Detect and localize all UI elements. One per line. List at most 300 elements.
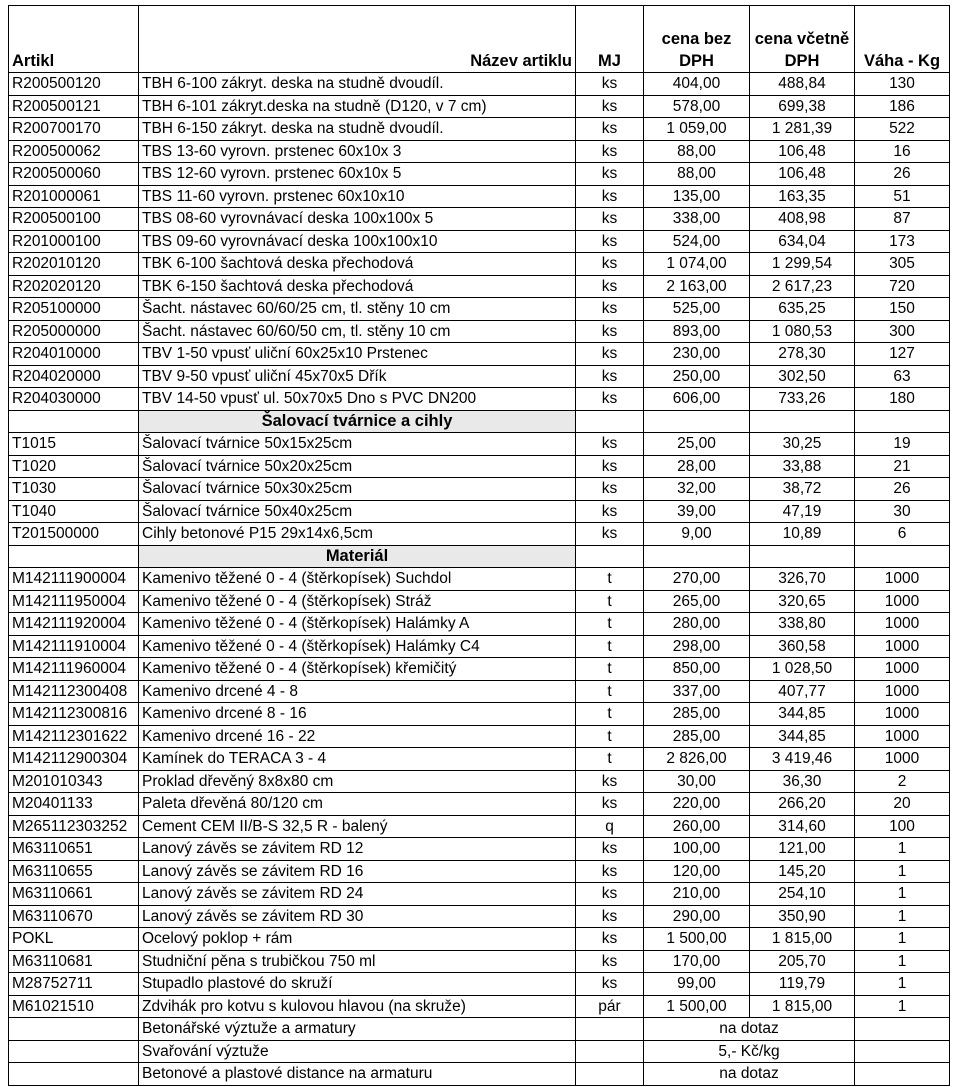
cell-cena-bez: 39,00 (644, 500, 750, 523)
cell-artikl: R201000100 (9, 230, 139, 253)
cell-vaha: 1000 (855, 635, 950, 658)
cell-cena-bez: 170,00 (644, 950, 750, 973)
cell-nazev: Kamenivo těžené 0 - 4 (štěrkopísek) Halámky C4 (139, 635, 576, 658)
cell-cena-bez: 270,00 (644, 568, 750, 591)
cell-cena-vc: 1 815,00 (750, 995, 855, 1018)
cell-mj: ks (576, 973, 644, 996)
cell-artikl: R200500120 (9, 73, 139, 96)
cell-nazev: TBV 9-50 vpusť uliční 45x70x5 Dřík (139, 365, 576, 388)
cell-mj: ks (576, 793, 644, 816)
section-blank-cell (750, 410, 855, 433)
cell-artikl: R201000061 (9, 185, 139, 208)
cell-mj: ks (576, 343, 644, 366)
cell-mj: ks (576, 455, 644, 478)
table-row (9, 478, 950, 501)
cell-nazev: Paleta dřevěná 80/120 cm (139, 793, 576, 816)
cell-vaha: 1 (855, 905, 950, 928)
price-list-table (8, 5, 950, 1086)
cell-vaha: 26 (855, 478, 950, 501)
cell-artikl: M63110651 (9, 838, 139, 861)
cell-artikl: M142111920004 (9, 613, 139, 636)
table-row (9, 73, 950, 96)
note-nazev: Svařování výztuže (139, 1040, 576, 1063)
cell-vaha: 1000 (855, 680, 950, 703)
cell-mj: t (576, 680, 644, 703)
table-row (9, 388, 950, 411)
cell-mj: ks (576, 928, 644, 951)
cell-mj: ks (576, 500, 644, 523)
table-row (9, 770, 950, 793)
cell-cena-vc: 1 815,00 (750, 928, 855, 951)
header-nazev: Název artiklu (139, 6, 576, 73)
table-row (9, 455, 950, 478)
cell-cena-bez: 524,00 (644, 230, 750, 253)
cell-nazev: TBK 6-150 šachtová deska přechodová (139, 275, 576, 298)
cell-artikl (9, 1018, 139, 1041)
cell-artikl: R205000000 (9, 320, 139, 343)
cell-cena-vc: 266,20 (750, 793, 855, 816)
cell-cena-vc: 360,58 (750, 635, 855, 658)
cell-vaha: 26 (855, 163, 950, 186)
table-row (9, 995, 950, 1018)
cell-artikl: R200700170 (9, 118, 139, 141)
cell-nazev: Šalovací tvárnice 50x30x25cm (139, 478, 576, 501)
cell-nazev: Lanový závěs se závitem RD 12 (139, 838, 576, 861)
cell-mj: ks (576, 230, 644, 253)
cell-cena-vc: 350,90 (750, 905, 855, 928)
table-row (9, 298, 950, 321)
cell-vaha: 2 (855, 770, 950, 793)
cell-cena-bez: 1 500,00 (644, 995, 750, 1018)
cell-cena-bez: 135,00 (644, 185, 750, 208)
cell-artikl: R202010120 (9, 253, 139, 276)
table-row (9, 590, 950, 613)
cell-vaha: 1000 (855, 703, 950, 726)
cell-cena-vc: 1 299,54 (750, 253, 855, 276)
cell-artikl: M142112300408 (9, 680, 139, 703)
cell-artikl: R200500062 (9, 140, 139, 163)
cell-vaha: 1 (855, 950, 950, 973)
table-row (9, 703, 950, 726)
cell-nazev: Kamenivo těžené 0 - 4 (štěrkopísek) křemičitý (139, 658, 576, 681)
cell-artikl: M142112301622 (9, 725, 139, 748)
table-row (9, 748, 950, 771)
table-row (9, 973, 950, 996)
note-price: na dotaz (644, 1063, 855, 1086)
cell-cena-vc: 1 281,39 (750, 118, 855, 141)
cell-artikl: M63110681 (9, 950, 139, 973)
cell-mj: q (576, 815, 644, 838)
cell-mj: ks (576, 73, 644, 96)
table-row (9, 275, 950, 298)
cell-nazev: Šalovací tvárnice 50x15x25cm (139, 433, 576, 456)
cell-cena-bez: 893,00 (644, 320, 750, 343)
section-blank-cell (750, 545, 855, 568)
note-row (9, 1063, 950, 1086)
cell-mj: t (576, 613, 644, 636)
note-nazev: Betonářské výztuže a armatury (139, 1018, 576, 1041)
cell-cena-vc: 145,20 (750, 860, 855, 883)
table-row (9, 928, 950, 951)
note-price: na dotaz (644, 1018, 855, 1041)
cell-vaha (855, 1018, 950, 1041)
cell-mj: ks (576, 478, 644, 501)
table-row (9, 635, 950, 658)
cell-mj: ks (576, 838, 644, 861)
cell-vaha: 1 (855, 928, 950, 951)
cell-vaha: 186 (855, 95, 950, 118)
cell-mj: ks (576, 950, 644, 973)
cell-nazev: Kamenivo drcené 4 - 8 (139, 680, 576, 703)
table-row (9, 950, 950, 973)
cell-cena-vc: 278,30 (750, 343, 855, 366)
cell-cena-bez: 100,00 (644, 838, 750, 861)
cell-cena-bez: 338,00 (644, 208, 750, 231)
cell-cena-bez: 1 059,00 (644, 118, 750, 141)
cell-artikl (9, 1063, 139, 1086)
cell-cena-vc: 314,60 (750, 815, 855, 838)
cell-cena-vc: 344,85 (750, 725, 855, 748)
cell-vaha (855, 1063, 950, 1086)
cell-mj: t (576, 590, 644, 613)
cell-cena-vc: 344,85 (750, 703, 855, 726)
cell-vaha: 180 (855, 388, 950, 411)
cell-cena-vc: 407,77 (750, 680, 855, 703)
cell-mj: ks (576, 253, 644, 276)
cell-vaha: 6 (855, 523, 950, 546)
table-row (9, 883, 950, 906)
note-nazev: Betonové a plastové distance na armaturu (139, 1063, 576, 1086)
cell-vaha: 1000 (855, 613, 950, 636)
cell-cena-bez: 250,00 (644, 365, 750, 388)
table-row (9, 793, 950, 816)
cell-vaha: 1000 (855, 748, 950, 771)
cell-vaha: 173 (855, 230, 950, 253)
cell-cena-bez: 2 163,00 (644, 275, 750, 298)
cell-vaha: 1 (855, 838, 950, 861)
header-mj: MJ (576, 6, 644, 73)
cell-artikl: M63110655 (9, 860, 139, 883)
cell-nazev: Cihly betonové P15 29x14x6,5cm (139, 523, 576, 546)
cell-artikl: M142112300816 (9, 703, 139, 726)
cell-vaha: 300 (855, 320, 950, 343)
cell-mj: t (576, 748, 644, 771)
note-row (9, 1018, 950, 1041)
cell-vaha: 305 (855, 253, 950, 276)
cell-artikl: M63110661 (9, 883, 139, 906)
cell-mj: ks (576, 365, 644, 388)
table-row (9, 613, 950, 636)
cell-cena-vc: 106,48 (750, 140, 855, 163)
cell-cena-vc: 302,50 (750, 365, 855, 388)
section-blank-cell (644, 410, 750, 433)
section-header-row (9, 410, 950, 433)
cell-vaha: 522 (855, 118, 950, 141)
cell-vaha: 1 (855, 995, 950, 1018)
cell-cena-vc: 106,48 (750, 163, 855, 186)
cell-artikl: R205100000 (9, 298, 139, 321)
table-row (9, 118, 950, 141)
cell-cena-vc: 634,04 (750, 230, 855, 253)
cell-cena-bez: 88,00 (644, 140, 750, 163)
cell-vaha: 1000 (855, 590, 950, 613)
cell-nazev: Šacht. nástavec 60/60/25 cm, tl. stěny 10 cm (139, 298, 576, 321)
cell-mj: ks (576, 208, 644, 231)
cell-cena-bez: 120,00 (644, 860, 750, 883)
cell-nazev: Kamenivo těžené 0 - 4 (štěrkopísek) Halámky A (139, 613, 576, 636)
cell-vaha: 63 (855, 365, 950, 388)
cell-cena-vc: 30,25 (750, 433, 855, 456)
cell-cena-vc: 3 419,46 (750, 748, 855, 771)
note-row (9, 1040, 950, 1063)
cell-artikl: M142111960004 (9, 658, 139, 681)
header-artikl: Artikl (9, 6, 139, 73)
cell-nazev: Cement CEM II/B-S 32,5 R - balený (139, 815, 576, 838)
cell-artikl: R204010000 (9, 343, 139, 366)
cell-artikl: T201500000 (9, 523, 139, 546)
cell-nazev: TBS 08-60 vyrovnávací deska 100x100x 5 (139, 208, 576, 231)
table-row (9, 680, 950, 703)
cell-cena-vc: 2 617,23 (750, 275, 855, 298)
cell-cena-bez: 99,00 (644, 973, 750, 996)
cell-artikl: M142112900304 (9, 748, 139, 771)
table-row (9, 185, 950, 208)
cell-artikl: R200500121 (9, 95, 139, 118)
cell-vaha: 130 (855, 73, 950, 96)
table-row (9, 433, 950, 456)
cell-cena-bez: 578,00 (644, 95, 750, 118)
cell-cena-vc: 205,70 (750, 950, 855, 973)
cell-artikl: T1030 (9, 478, 139, 501)
cell-nazev: Lanový závěs se závitem RD 16 (139, 860, 576, 883)
cell-artikl: M201010343 (9, 770, 139, 793)
cell-cena-vc: 1 080,53 (750, 320, 855, 343)
cell-nazev: Šacht. nástavec 60/60/50 cm, tl. stěny 10 cm (139, 320, 576, 343)
cell-nazev: Lanový závěs se závitem RD 24 (139, 883, 576, 906)
cell-vaha: 19 (855, 433, 950, 456)
cell-cena-vc: 119,79 (750, 973, 855, 996)
cell-mj: ks (576, 185, 644, 208)
cell-nazev: Kamenivo těžené 0 - 4 (štěrkopísek) Stráž (139, 590, 576, 613)
cell-nazev: Stupadlo plastové do skruží (139, 973, 576, 996)
cell-artikl: M63110670 (9, 905, 139, 928)
header-vaha: Váha - Kg (855, 6, 950, 73)
cell-mj: ks (576, 433, 644, 456)
cell-vaha: 16 (855, 140, 950, 163)
cell-cena-vc: 10,89 (750, 523, 855, 546)
cell-artikl: R204030000 (9, 388, 139, 411)
cell-cena-vc: 326,70 (750, 568, 855, 591)
cell-nazev: Kamínek do TERACA 3 - 4 (139, 748, 576, 771)
cell-mj: ks (576, 298, 644, 321)
cell-cena-vc: 338,80 (750, 613, 855, 636)
cell-mj (576, 1018, 644, 1041)
cell-nazev: Studniční pěna s trubičkou 750 ml (139, 950, 576, 973)
section-blank-cell (644, 545, 750, 568)
price-list-body (9, 73, 950, 1086)
cell-nazev: Ocelový poklop + rám (139, 928, 576, 951)
cell-mj: ks (576, 883, 644, 906)
cell-mj (576, 1040, 644, 1063)
cell-mj: t (576, 635, 644, 658)
cell-vaha: 1000 (855, 658, 950, 681)
cell-nazev: Zdvihák pro kotvu s kulovou hlavou (na skruže) (139, 995, 576, 1018)
cell-vaha: 51 (855, 185, 950, 208)
cell-cena-bez: 290,00 (644, 905, 750, 928)
cell-cena-vc: 163,35 (750, 185, 855, 208)
cell-mj: ks (576, 95, 644, 118)
cell-artikl: M265112303252 (9, 815, 139, 838)
section-title: Materiál (139, 545, 576, 568)
cell-vaha: 1 (855, 883, 950, 906)
cell-vaha: 21 (855, 455, 950, 478)
cell-artikl: M142111900004 (9, 568, 139, 591)
cell-cena-bez: 265,00 (644, 590, 750, 613)
cell-artikl: R200500100 (9, 208, 139, 231)
cell-artikl: M20401133 (9, 793, 139, 816)
cell-vaha: 720 (855, 275, 950, 298)
cell-cena-bez: 280,00 (644, 613, 750, 636)
cell-cena-bez: 850,00 (644, 658, 750, 681)
cell-nazev: Lanový závěs se závitem RD 30 (139, 905, 576, 928)
cell-artikl: R200500060 (9, 163, 139, 186)
cell-nazev: Šalovací tvárnice 50x20x25cm (139, 455, 576, 478)
cell-cena-vc: 1 028,50 (750, 658, 855, 681)
cell-artikl: M28752711 (9, 973, 139, 996)
table-row (9, 725, 950, 748)
cell-cena-vc: 38,72 (750, 478, 855, 501)
table-row (9, 95, 950, 118)
cell-cena-bez: 1 074,00 (644, 253, 750, 276)
cell-cena-vc: 47,19 (750, 500, 855, 523)
table-row (9, 905, 950, 928)
cell-artikl: M142111950004 (9, 590, 139, 613)
section-blank-cell (576, 545, 644, 568)
cell-mj: ks (576, 388, 644, 411)
cell-cena-bez: 88,00 (644, 163, 750, 186)
table-row (9, 815, 950, 838)
cell-cena-vc: 33,88 (750, 455, 855, 478)
cell-mj: ks (576, 140, 644, 163)
table-row (9, 523, 950, 546)
cell-mj: pár (576, 995, 644, 1018)
cell-vaha: 20 (855, 793, 950, 816)
cell-cena-vc: 408,98 (750, 208, 855, 231)
table-row (9, 365, 950, 388)
section-blank-cell (855, 410, 950, 433)
cell-mj: ks (576, 523, 644, 546)
cell-cena-vc: 635,25 (750, 298, 855, 321)
cell-mj: ks (576, 163, 644, 186)
cell-nazev: TBS 12-60 vyrovn. prstenec 60x10x 5 (139, 163, 576, 186)
cell-cena-bez: 28,00 (644, 455, 750, 478)
cell-mj: ks (576, 118, 644, 141)
cell-vaha: 30 (855, 500, 950, 523)
cell-cena-vc: 488,84 (750, 73, 855, 96)
cell-cena-bez: 1 500,00 (644, 928, 750, 951)
table-row (9, 163, 950, 186)
cell-nazev: TBV 14-50 vpusť ul. 50x70x5 Dno s PVC DN200 (139, 388, 576, 411)
cell-cena-bez: 210,00 (644, 883, 750, 906)
cell-mj: t (576, 568, 644, 591)
cell-mj: t (576, 703, 644, 726)
cell-cena-bez: 606,00 (644, 388, 750, 411)
cell-nazev: TBH 6-150 zákryt. deska na studně dvoudíl. (139, 118, 576, 141)
cell-artikl (9, 1040, 139, 1063)
cell-cena-bez: 404,00 (644, 73, 750, 96)
cell-vaha: 87 (855, 208, 950, 231)
table-header-row (9, 6, 950, 73)
cell-cena-bez: 25,00 (644, 433, 750, 456)
cell-nazev: Kamenivo těžené 0 - 4 (štěrkopísek) Suchdol (139, 568, 576, 591)
header-cena-bez: cena bez DPH (644, 6, 750, 73)
cell-artikl: M61021510 (9, 995, 139, 1018)
cell-nazev: TBV 1-50 vpusť uliční 60x25x10 Prstenec (139, 343, 576, 366)
cell-cena-bez: 285,00 (644, 725, 750, 748)
cell-vaha: 127 (855, 343, 950, 366)
cell-nazev: TBH 6-101 zákryt.deska na studně (D120, v 7 cm) (139, 95, 576, 118)
cell-artikl: R202020120 (9, 275, 139, 298)
cell-vaha: 1000 (855, 725, 950, 748)
cell-nazev: TBS 13-60 vyrovn. prstenec 60x10x 3 (139, 140, 576, 163)
cell-cena-bez: 230,00 (644, 343, 750, 366)
cell-artikl: POKL (9, 928, 139, 951)
cell-cena-bez: 2 826,00 (644, 748, 750, 771)
cell-cena-bez: 220,00 (644, 793, 750, 816)
cell-nazev: Šalovací tvárnice 50x40x25cm (139, 500, 576, 523)
table-row (9, 208, 950, 231)
table-row (9, 838, 950, 861)
cell-vaha (855, 1040, 950, 1063)
cell-cena-vc: 254,10 (750, 883, 855, 906)
cell-cena-vc: 699,38 (750, 95, 855, 118)
cell-nazev: Kamenivo drcené 8 - 16 (139, 703, 576, 726)
cell-cena-vc: 733,26 (750, 388, 855, 411)
cell-cena-bez: 30,00 (644, 770, 750, 793)
header-cena-vc: cena včetně DPH (750, 6, 855, 73)
cell-nazev: TBS 11-60 vyrovn. prstenec 60x10x10 (139, 185, 576, 208)
section-blank-cell (9, 410, 139, 433)
cell-cena-vc: 320,65 (750, 590, 855, 613)
table-row (9, 230, 950, 253)
cell-artikl: T1020 (9, 455, 139, 478)
section-header-row (9, 545, 950, 568)
cell-nazev: TBH 6-100 zákryt. deska na studně dvoudíl. (139, 73, 576, 96)
cell-mj: ks (576, 275, 644, 298)
section-blank-cell (9, 545, 139, 568)
table-row (9, 320, 950, 343)
cell-nazev: Kamenivo drcené 16 - 22 (139, 725, 576, 748)
cell-artikl: M142111910004 (9, 635, 139, 658)
cell-cena-bez: 32,00 (644, 478, 750, 501)
section-title: Šalovací tvárnice a cihly (139, 410, 576, 433)
cell-cena-bez: 9,00 (644, 523, 750, 546)
table-row (9, 140, 950, 163)
section-blank-cell (576, 410, 644, 433)
cell-cena-bez: 285,00 (644, 703, 750, 726)
cell-cena-bez: 337,00 (644, 680, 750, 703)
cell-mj: ks (576, 860, 644, 883)
cell-nazev: TBK 6-100 šachtová deska přechodová (139, 253, 576, 276)
cell-vaha: 1 (855, 860, 950, 883)
cell-vaha: 150 (855, 298, 950, 321)
cell-cena-bez: 260,00 (644, 815, 750, 838)
cell-cena-vc: 121,00 (750, 838, 855, 861)
cell-vaha: 1 (855, 973, 950, 996)
cell-artikl: T1040 (9, 500, 139, 523)
cell-artikl: R204020000 (9, 365, 139, 388)
table-row (9, 860, 950, 883)
